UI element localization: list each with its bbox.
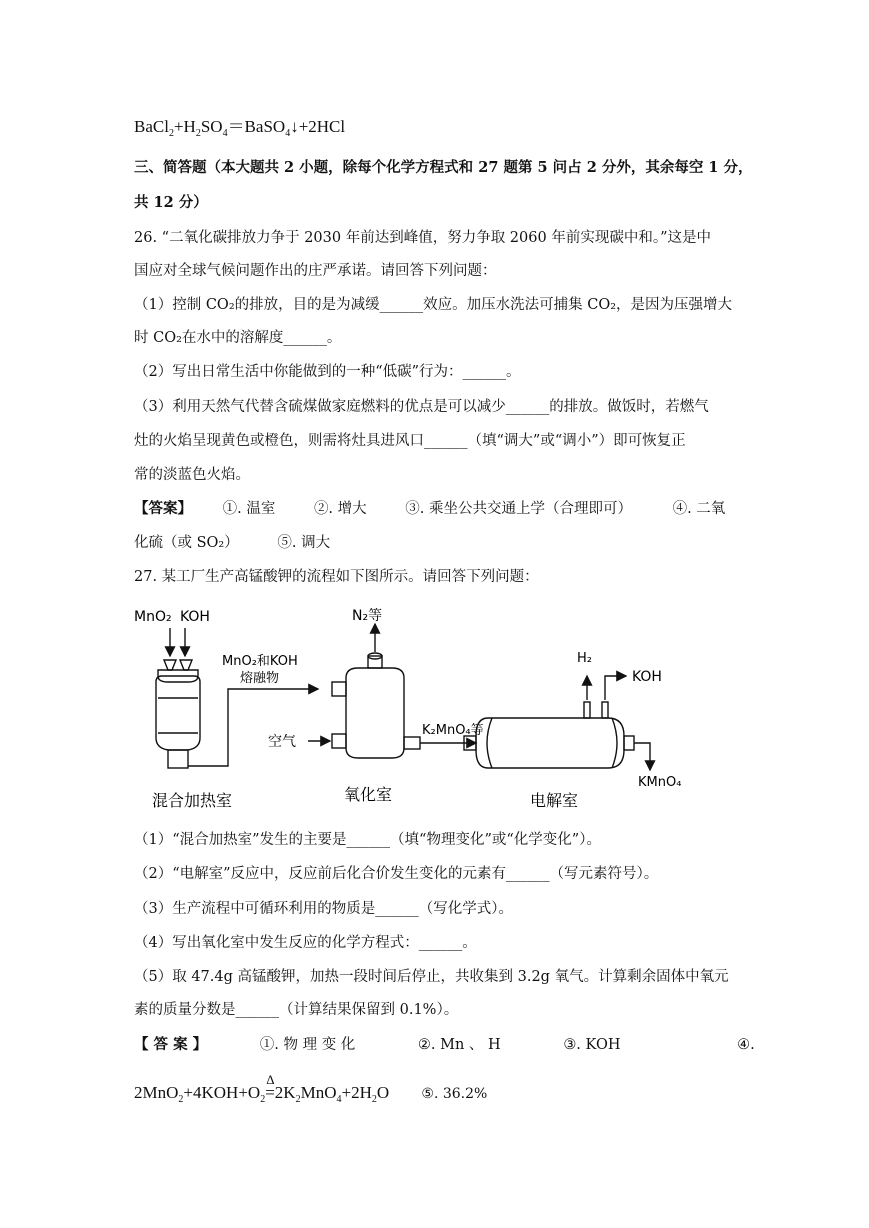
label-melt-line2: 熔融物 [240,671,280,686]
label-melt-line1: MnO₂和KOH [222,654,298,669]
answer-4: ④. 二氧 [672,501,726,517]
q27-part2: （2）“电解室”反应中，反应前后化合价发生变化的元素有______（写元素符号）。 [134,866,659,882]
q26-part3-line1: （3）利用天然气代替含硫煤做家庭燃料的优点是可以减少______的排放。做饭时，若燃气 [134,399,709,415]
answer-3: ③. 乘坐公共交通上学（合理即可） [405,501,632,517]
answer-5: ⑤. 调大 [277,535,331,551]
answer-3: ③. KOH [563,1037,621,1053]
section-title-line2: 共 12 分） [134,194,208,211]
label-h2: H₂ [577,651,592,666]
mixing-heating-chamber [156,660,200,768]
q27-answer-equation: $2MnO_2+4KOH+O_2$ Δ $=2K_2MnO_4+2H_2O$ ⑤. 36.2% [134,1072,488,1105]
answer-4-cont: 化硫（或 SO₂） [134,535,239,551]
q26-part1-line2: 时 CO₂在水中的溶解度______。 [134,330,342,346]
label-mno2: MnO₂ [134,609,172,625]
q26-answer-line2 [134,533,330,553]
label-koh-out: KOH [632,669,662,685]
section-title-line1: 三、简答题（本大题共 2 小题，除每个化学方程式和 27 题第 5 问占 2 分外，其余每空 1 分， [134,159,753,176]
answer-2: ②. 增大 [313,501,367,517]
q26-stem-line1: 26. “二氧化碳排放力争于 2030 年前达到峰值，努力争取 2060 年前实现碳中和。”这是中 [134,230,711,246]
electrolysis-chamber [464,702,634,768]
label-n2: N₂等 [352,608,383,624]
q27-answer-line1 [134,1035,755,1055]
q27-part4: （4）写出氧化室中发生反应的化学方程式：______。 [134,935,477,951]
process-flow-diagram [128,598,708,818]
oxidation-chamber [332,653,420,758]
answer-2: ②. Mn 、 H [417,1037,501,1053]
heat-symbol: Δ [266,1072,275,1087]
answer-label: 【答案】 [134,500,192,517]
q26-part3-line2: 灶的火焰呈现黄色或橙色，则需将灶具进风口______（填“调大”或“调小”）即可恢复正 [134,433,686,449]
label-koh-in: KOH [180,609,210,625]
label-air: 空气 [268,734,296,750]
answer-label: 【 答 案 】 [134,1036,208,1053]
top-equation: $BaCl_2+H_2SO_4=BaSO_4↓+2HCl$ [134,117,346,139]
label-k2mno4: K₂MnO₄等 [422,723,484,738]
label-room-oxidation: 氧化室 [344,785,393,804]
answer-4: ④. [737,1037,755,1053]
q26-answer-line1 [134,499,725,519]
label-room-mixing: 混合加热室 [152,791,233,810]
answer-1: ①. 物 理 变 化 [259,1037,356,1053]
q27-stem: 27. 某工厂生产高锰酸钾的流程如下图所示。请回答下列问题： [134,569,539,585]
answer-1: ①. 温室 [222,501,276,517]
q27-part5-line1: （5）取 47.4g 高锰酸钾，加热一段时间后停止，共收集到 3.2g 氧气。计算剩余固体中氧元 [134,969,729,985]
q27-part3: （3）生产流程中可循环利用的物质是______（写化学式）。 [134,901,513,917]
label-kmno4: KMnO₄ [638,775,682,790]
label-room-electrolysis: 电解室 [530,791,579,810]
q26-part1-line1: （1）控制 CO₂的排放，目的是为减缓______效应。加压水洗法可捕集 CO₂，是因为压强增大 [134,297,733,313]
answer-5: ⑤. 36.2% [421,1086,488,1102]
q26-part3-line3: 常的淡蓝色火焰。 [134,467,250,483]
q27-part5-line2: 素的质量分数是______（计算结果保留到 0.1%）。 [134,1002,459,1018]
q26-part2: （2）写出日常生活中你能做到的一种“低碳”行为：______。 [134,364,521,380]
q26-stem-line2: 国应对全球气候问题作出的庄严承诺。请回答下列问题： [134,263,497,279]
q27-part1: （1）“混合加热室”发生的主要是______（填“物理变化”或“化学变化”）。 [134,832,601,848]
